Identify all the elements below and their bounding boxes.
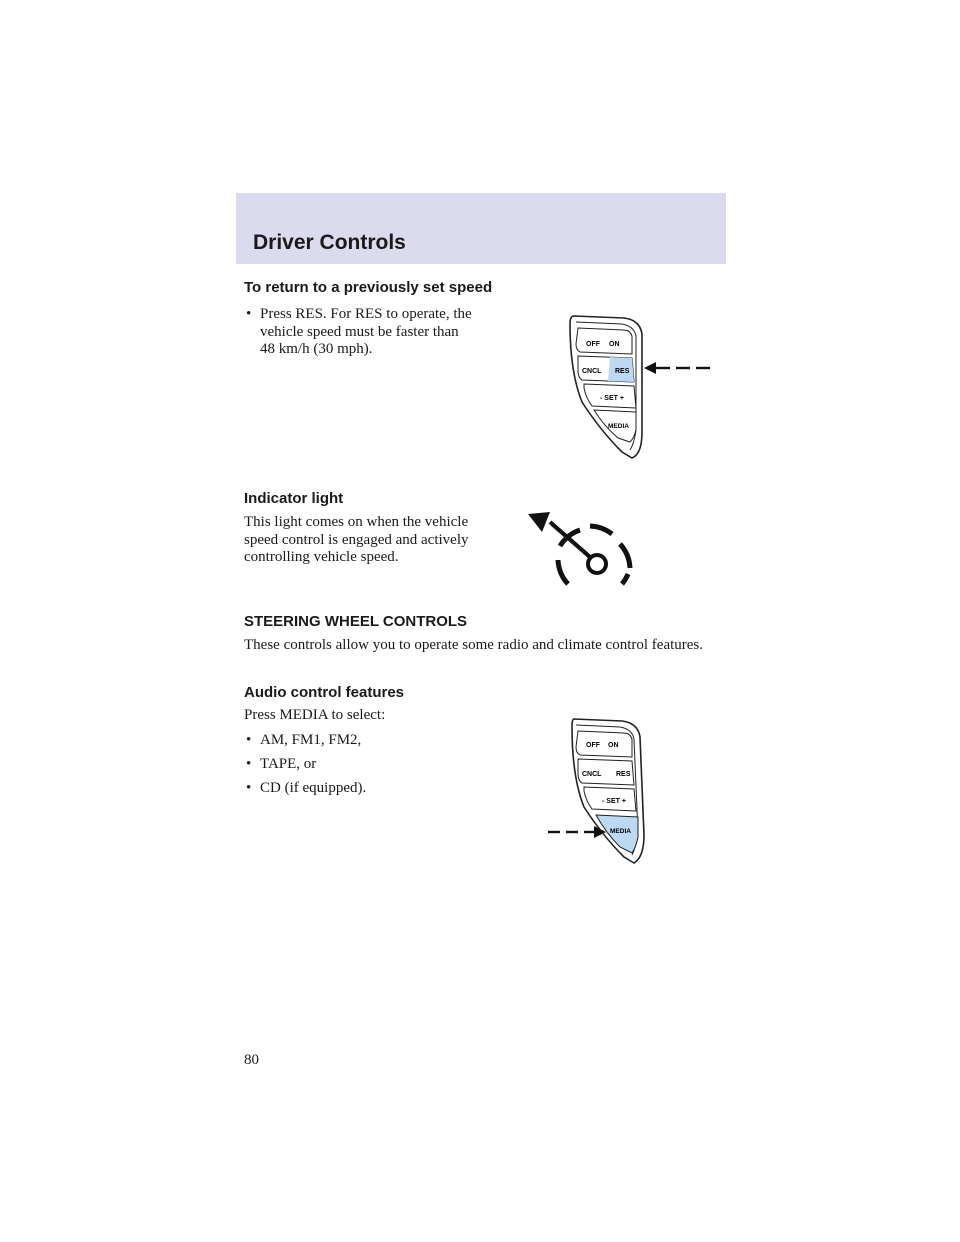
bullet-text: TAPE, or [260, 756, 317, 772]
indicator-description: This light comes on when the vehicle speed control is engaged and actively controlling vehicle speed. [244, 514, 469, 566]
steering-description: These controls allow you to operate some radio and climate control features. [244, 637, 704, 653]
res-label: RES [615, 368, 630, 375]
bullet-icon: • [246, 306, 252, 322]
res-label: RES [616, 771, 631, 778]
bullet-text: CD (if equipped). [260, 780, 367, 796]
on-label: ON [608, 742, 619, 749]
media-label: MEDIA [608, 423, 629, 430]
list-item [244, 780, 474, 798]
list-item [244, 732, 474, 750]
off-label: OFF [586, 341, 600, 348]
bullet-icon: • [246, 732, 252, 748]
off-label: OFF [586, 742, 600, 749]
audio-intro: Press MEDIA to select: [244, 707, 386, 723]
section-title: Driver Controls [253, 231, 406, 254]
page-number: 80 [244, 1052, 259, 1068]
on-label: ON [609, 341, 620, 348]
arrow-head-icon [644, 362, 656, 374]
set-label: - SET + [602, 798, 626, 805]
bullet-icon: • [246, 756, 252, 772]
heading-indicator-light: Indicator light [244, 490, 344, 507]
list-item [244, 756, 474, 774]
speed-control-panel-media-figure [540, 715, 680, 867]
cncl-label: CNCL [582, 771, 602, 778]
section-header-band [236, 193, 726, 264]
heading-return-speed: To return to a previously set speed [244, 279, 493, 296]
set-label: - SET + [600, 395, 624, 402]
cncl-label: CNCL [582, 368, 602, 375]
media-label: MEDIA [610, 828, 631, 835]
list-item [244, 306, 474, 359]
speed-control-indicator-icon [528, 512, 640, 592]
bullet-icon: • [246, 780, 252, 796]
bullet-text: Press RES. For RES to operate, the vehicle speed must be faster than 48 km/h (30 mph). [260, 306, 472, 358]
heading-audio-control-features: Audio control features [244, 684, 405, 701]
heading-steering-wheel-controls: STEERING WHEEL CONTROLS [244, 613, 468, 630]
bullet-text: AM, FM1, FM2, [260, 732, 362, 748]
speed-control-panel-res-figure [560, 312, 720, 462]
